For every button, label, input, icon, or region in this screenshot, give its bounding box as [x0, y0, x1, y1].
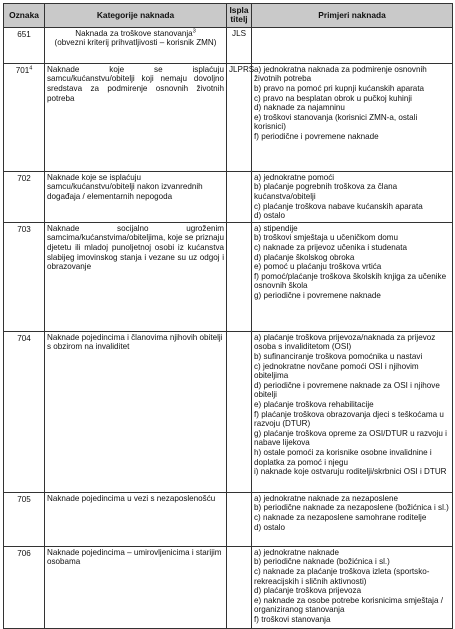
- example-item: a) jednokratna naknada za podmirenje osnovnih životnih potreba: [254, 64, 427, 84]
- row-code-text: 706: [17, 548, 31, 558]
- example-item: c) naknade za prijevoz učenika i studenata: [254, 242, 407, 252]
- example-item: a) jednokratne pomoći: [254, 172, 335, 182]
- header-issuer: Ispla titelj: [227, 4, 252, 28]
- row-examples: [252, 63, 453, 171]
- example-item: b) periodične naknade za nezaposlene (božićnica i sl.): [254, 503, 449, 513]
- row-examples: [252, 492, 453, 546]
- table-row: [4, 63, 453, 171]
- row-code: [4, 492, 45, 546]
- example-item: d) ostalo: [254, 211, 286, 221]
- example-item: d) plaćanje školskog obroka: [254, 252, 355, 262]
- row-code-text: 703: [17, 224, 31, 234]
- example-item: a) jednokratne naknade: [254, 547, 340, 557]
- example-item: c) jednokratne novčane pomoći OSI i njihovim obiteljima: [254, 361, 419, 381]
- example-item: c) naknade za nezaposlene samohrane roditelje: [254, 512, 427, 522]
- header-code: Oznaka: [4, 4, 45, 28]
- row-code: [4, 222, 45, 331]
- table-row: [4, 546, 453, 628]
- table-row: [4, 222, 453, 331]
- row-category: [45, 171, 227, 222]
- example-item: d) plaćanje troškova prijevoza: [254, 586, 362, 596]
- example-item: g) periodične i povremene naknade: [254, 290, 381, 300]
- row-issuer: [227, 27, 252, 63]
- example-item: e) pomoć u plaćanju troškova vrtića: [254, 262, 382, 272]
- row-category-text: Naknade pojedincima i članovima njihovih obitelji s obzirom na invaliditet: [47, 332, 223, 352]
- example-item: b) troškovi smještaja u učeničkom domu: [254, 233, 398, 243]
- table-row: [4, 331, 453, 492]
- row-category: [45, 27, 227, 63]
- example-item: i) naknade koje ostvaruju roditelji/skrbnici OSI i DTUR: [254, 467, 447, 477]
- example-item: e) troškovi stanovanja (korisnici ZMN-a, ostali korisnici): [254, 112, 418, 132]
- row-code: [4, 63, 45, 171]
- example-item: d) periodične i povremene naknade za OSI i njihove obitelji: [254, 380, 440, 400]
- example-item: b) plaćanje pogrebnih troškova za člana kućanstva/obitelji: [254, 182, 398, 201]
- row-category-text: Naknade koje se isplaćuju samcu/kućanstvu/obitelji koji nemaju dovoljno sredstava za podmirenje osnovnih životnih potreba: [47, 64, 224, 103]
- row-issuer-text: JLPRS: [229, 64, 255, 74]
- example-item: b) periodične naknade (božićnica i sl.): [254, 557, 390, 567]
- table-body: [4, 27, 453, 628]
- example-item: b) pravo na pomoć pri kupnji kućanskih aparata: [254, 84, 425, 93]
- row-issuer: [227, 171, 252, 222]
- example-item: f) troškovi stanovanja: [254, 614, 331, 624]
- benefits-table: [3, 3, 453, 629]
- row-code-footnote: 4: [29, 65, 33, 72]
- example-item: e) plaćanje troškova rehabilitacije: [254, 399, 374, 409]
- row-code-text: 705: [17, 494, 31, 504]
- example-item: c) pravo na besplatan obrok u pučkoj kuhinji: [254, 93, 412, 103]
- example-item: a) plaćanje troškova prijevoza/naknada za prijevoz osoba s invaliditetom (OSI): [254, 332, 436, 352]
- row-category-footnote: 3: [192, 28, 196, 35]
- table-header-row: [4, 4, 453, 28]
- row-code-text: 701: [15, 65, 30, 75]
- row-category: [45, 63, 227, 171]
- row-category: [45, 331, 227, 492]
- row-issuer: [227, 63, 255, 171]
- row-examples: [252, 331, 453, 492]
- header-examples: Primjeri naknada: [252, 4, 453, 28]
- example-item: g) plaćanje troškova opreme za OSI/DTUR u razvoju i nabave lijekova: [254, 428, 447, 448]
- row-category-text: Naknade koje se isplaćuju samcu/kućanstvu/obitelji nakon izvanrednih događaja / elementarnih nepogoda: [47, 172, 203, 201]
- row-category-text: Naknade socijalno ugroženim samcima/kućanstvima/obiteljima, koje se priznaju djetetu ili mladoj punoljetnoj osobi iz kućanstva slabijeg imovinskog stanja i vezane su uz odgoj i obrazovanje: [47, 223, 224, 272]
- row-code: [4, 331, 45, 492]
- row-examples: [252, 546, 453, 628]
- table-row: [4, 492, 453, 546]
- example-item: h) ostale pomoći za korisnike osobne invalidnine i doplatka za pomoć i njegu: [254, 447, 432, 467]
- row-issuer: [227, 492, 252, 546]
- example-item: a) jednokratne naknade za nezaposlene: [254, 493, 398, 503]
- row-category: [45, 222, 227, 331]
- row-code: [4, 546, 45, 628]
- example-item: c) naknade za plaćanje troškova izleta (sportsko-rekreacijskih i sličnih aktivnosti): [254, 566, 430, 586]
- row-issuer: [227, 222, 252, 331]
- row-examples: [252, 222, 453, 331]
- row-category-note: (obvezni kriterij prihvatljivosti – korisnik ZMN): [54, 38, 217, 48]
- example-item: d) ostalo: [254, 522, 286, 532]
- table-row: [4, 171, 453, 222]
- header-category: Kategorije naknada: [45, 4, 227, 28]
- row-code-text: 702: [17, 173, 31, 183]
- row-issuer-text: JLS: [232, 28, 246, 38]
- row-examples: [252, 171, 453, 222]
- row-code-text: 651: [17, 29, 31, 39]
- table-row: [4, 27, 453, 63]
- row-category-text: Naknade pojedincima – umirovljenicima i starijim osobama: [47, 547, 222, 567]
- example-item: c) plaćanje troškova nabave kućanskih aparata: [254, 201, 423, 211]
- row-category-text: Naknade pojedincima u vezi s nezaposlenošću: [47, 493, 216, 503]
- example-item: a) stipendije: [254, 223, 298, 233]
- example-item: e) naknade za osobe potrebe korisnicima smještaja / organiziranog stanovanja: [254, 595, 443, 615]
- row-issuer: [227, 546, 252, 628]
- row-category: [45, 546, 227, 628]
- example-item: f) periodične i povremene naknade: [254, 131, 379, 141]
- row-code-text: 704: [17, 333, 31, 343]
- row-category: [45, 492, 227, 546]
- row-category-text: Naknada za troškove stanovanja: [75, 28, 193, 38]
- row-code: [4, 171, 45, 222]
- example-item: f) plaćanje troškova obrazovanja djeci s teškoćama u razvoju (DTUR): [254, 409, 444, 429]
- row-examples: [252, 27, 453, 63]
- row-code: [4, 27, 45, 63]
- example-item: d) naknade za najamninu: [254, 103, 345, 113]
- row-issuer: [227, 331, 252, 492]
- example-item: b) sufinanciranje troškova pomoćnika u nastavi: [254, 351, 423, 361]
- example-item: f) pomoć/plaćanje troškova školskih knjiga za učenike osnovnih škola: [254, 271, 447, 291]
